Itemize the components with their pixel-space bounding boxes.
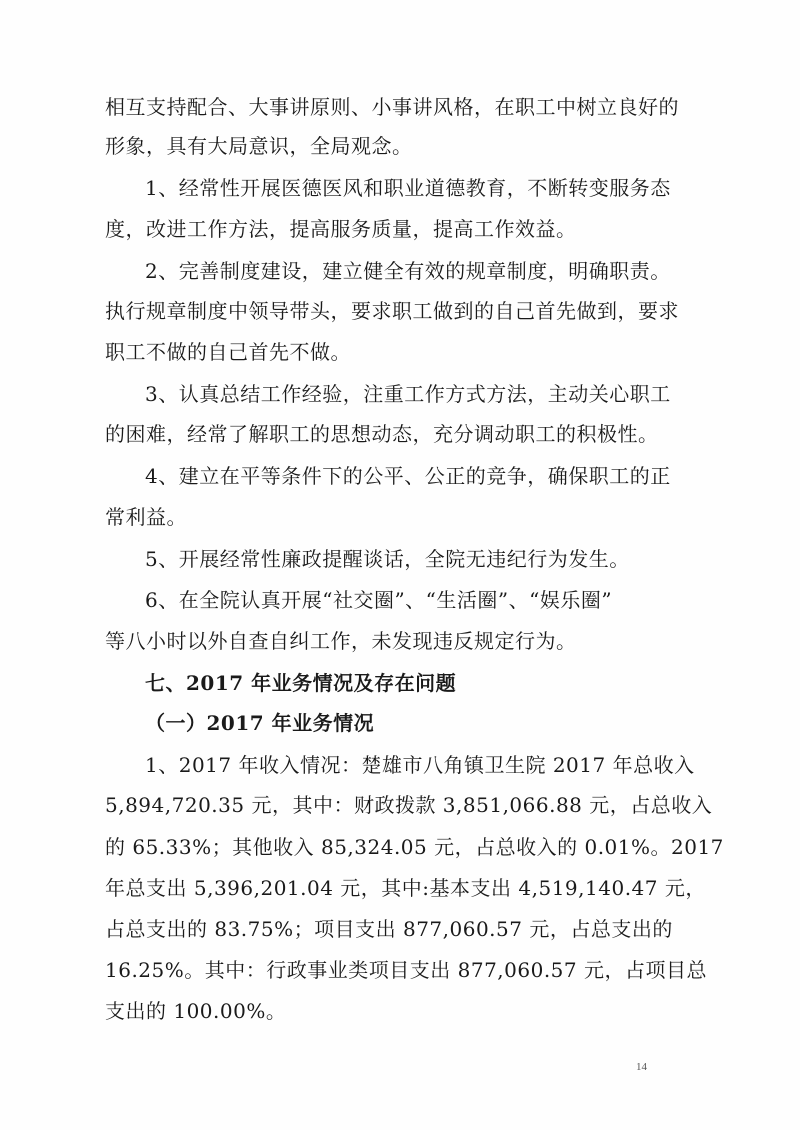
subsection-heading: （一）2017 年业务情况 bbox=[145, 711, 375, 735]
page-number: 14 bbox=[636, 1061, 647, 1073]
text-line: 相互支持配合、大事讲原则、小事讲风格，在职工中树立良好的 bbox=[105, 95, 679, 119]
text-line: 6、在全院认真开展“社交圈”、“生活圈”、“娱乐圈” bbox=[145, 588, 613, 612]
text-line: 形象，具有大局意识，全局观念。 bbox=[105, 134, 413, 158]
text-line: 年总支出 5,396,201.04 元，其中:基本支出 4,519,140.47 元， bbox=[105, 876, 706, 900]
text-line: 16.25%。其中：行政事业类项目支出 877,060.57 元，占项目总 bbox=[105, 958, 707, 982]
text-line: 常利益。 bbox=[105, 505, 187, 529]
text-line: 1、经常性开展医德医风和职业道德教育，不断转变服务态 bbox=[145, 176, 671, 200]
text-line: 职工不做的自己首先不做。 bbox=[105, 340, 351, 364]
text-line: 等八小时以外自查自纠工作，未发现违反规定行为。 bbox=[105, 629, 577, 653]
text-line: 度，改进工作方法，提高服务质量，提高工作效益。 bbox=[105, 217, 577, 241]
text-line: 支出的 100.00%。 bbox=[105, 999, 287, 1023]
text-line: 占总支出的 83.75%；项目支出 877,060.57 元，占总支出的 bbox=[105, 917, 673, 941]
section-heading: 七、2017 年业务情况及存在问题 bbox=[145, 671, 457, 695]
text-line: 1、2017 年收入情况：楚雄市八角镇卫生院 2017 年总收入 bbox=[145, 753, 695, 777]
text-line: 5,894,720.35 元，其中：财政拨款 3,851,066.88 元，占总收入 bbox=[105, 793, 713, 817]
text-line: 的 65.33%；其他收入 85,324.05 元，占总收入的 0.01%。2017 bbox=[105, 835, 724, 859]
text-line: 4、建立在平等条件下的公平、公正的竞争，确保职工的正 bbox=[145, 464, 671, 488]
text-line: 的困难，经常了解职工的思想动态，充分调动职工的积极性。 bbox=[105, 422, 659, 446]
text-line: 2、完善制度建设，建立健全有效的规章制度，明确职责。 bbox=[145, 259, 671, 283]
text-line: 执行规章制度中领导带头，要求职工做到的自己首先做到，要求 bbox=[105, 299, 679, 323]
text-line: 5、开展经常性廉政提醒谈话，全院无违纪行为发生。 bbox=[145, 547, 630, 571]
text-line: 3、认真总结工作经验，注重工作方式方法，主动关心职工 bbox=[145, 382, 671, 406]
